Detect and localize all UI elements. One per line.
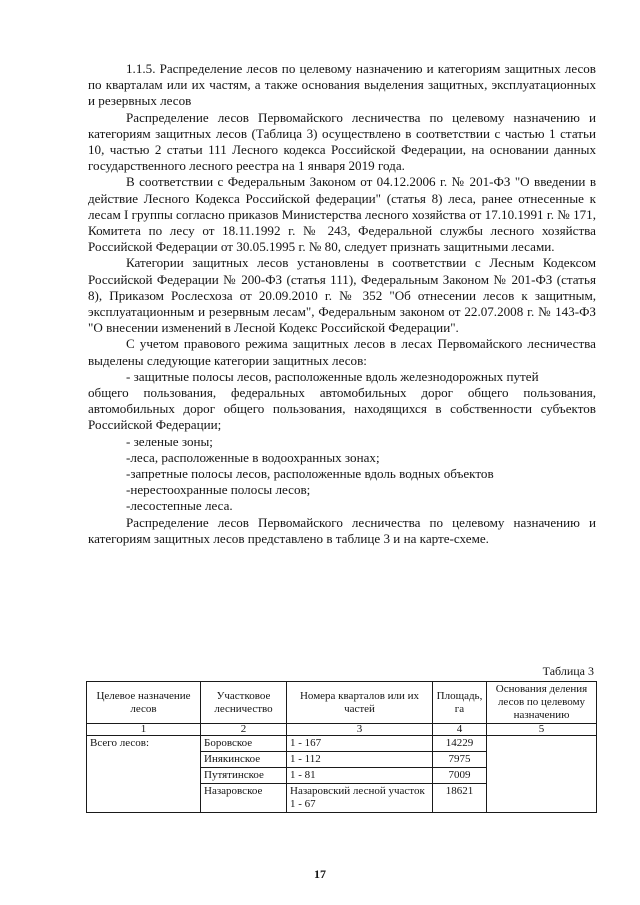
quarters-cell: 1 - 167 [287,736,433,752]
quarters-cell: 1 - 81 [287,768,433,784]
col-number: 5 [487,724,597,736]
forestry-cell: Инякинское [201,752,287,768]
table-row [87,736,597,752]
header-basis: Основания деления лесов по целевому назначению [487,682,597,724]
page-number: 17 [314,867,326,881]
area-cell: 7009 [433,768,487,784]
table-header-row [87,682,597,724]
col-number: 3 [287,724,433,736]
paragraph: С учетом правового режима защитных лесов в лесах Первомайского лесничества выделены следующие категории защитных лесов: [88,336,596,368]
list-item: - зеленые зоны; [126,433,213,449]
paragraph: Распределение лесов Первомайского лесничества по целевому назначению и категориям защитных лесов (Таблица 3) осуществлено в соответствии с частью 1 статьи 10, частью 2 статьи 111 Лесного кодекса Российской Федерации, на основании данных государственного лесного реестра на 1 января 2019 года. [88,109,596,174]
header-forestry: Участковое лесничество [201,682,287,724]
paragraph: В соответствии с Федеральным Законом от 04.12.2006 г. № 201-ФЗ "О введении в действие Лесного Кодекса Российской федерации" (статья 8) леса, ранее отнесенные к лесам I группы согласно приказов Министерства лесного хозяйства от 17.10.1991 г. № 171, Комитета по лесу от 18.11.1992 г. № 243, Федеральной службы лесного хозяйства Российской Федерации от 30.05.1995 г. № 80, следует признать защитными лесами. [88,174,596,255]
area-cell: 7975 [433,752,487,768]
list-item: - защитные полосы лесов, расположенные вдоль железнодорожных путей [126,368,539,384]
list-item-continuation: общего пользования, федеральных автомобильных дорог общего пользования, автомобильных дорог общего пользования, находящихся в собственности субъектов Российской Федерации; [88,385,596,433]
forestry-cell: Назаровское [201,784,287,813]
basis-cell [487,736,597,813]
forestry-cell: Боровское [201,736,287,752]
paragraph: Распределение лесов Первомайского лесничества по целевому назначению и категориям защитных лесов представлено в таблице 3 и на карте-схеме. [88,514,596,546]
list-item: -запретные полосы лесов, расположенные вдоль водных объектов [126,466,494,482]
quarters-cell: Назаровский лесной участок 1 - 67 [287,784,433,813]
list-item: -лесостепные леса. [126,498,233,514]
header-quarters: Номера кварталов или их частей [287,682,433,724]
section-heading: 1.1.5. Распределение лесов по целевому назначению и категориям защитных лесов по кварталам или их частям, а также основания выделения защитных, эксплуатационных и резервных лесов [88,61,596,109]
table-caption: Таблица 3 [542,664,594,678]
forest-distribution-table [86,681,597,813]
total-forests-label: Всего лесов: [87,736,201,813]
list-item: -нерестоохранные полосы лесов; [126,482,311,498]
quarters-cell: 1 - 112 [287,752,433,768]
header-area: Площадь, га [433,682,487,724]
area-cell: 18621 [433,784,487,813]
col-number: 2 [201,724,287,736]
col-number: 1 [87,724,201,736]
forestry-cell: Путятинское [201,768,287,784]
list-item: -леса, расположенные в водоохранных зонах; [126,449,380,465]
area-cell: 14229 [433,736,487,752]
header-purpose: Целевое назначение лесов [87,682,201,724]
body-text [88,61,596,547]
column-number-row [87,724,597,736]
paragraph: Категории защитных лесов установлены в соответствии с Лесным Кодексом Российской Федерации № 200-ФЗ (статья 111), Федеральным Законом № 201-ФЗ (статья 8), Приказом Рослесхоза от 20.09.2010 г. № 352 "Об отнесении лесов к защитным, эксплуатационным и резервным лесам", Федеральным законом от 22.07.2008 г. № 143-ФЗ "О внесении изменений в Лесной Кодекс Российской Федерации". [88,255,596,336]
col-number: 4 [433,724,487,736]
